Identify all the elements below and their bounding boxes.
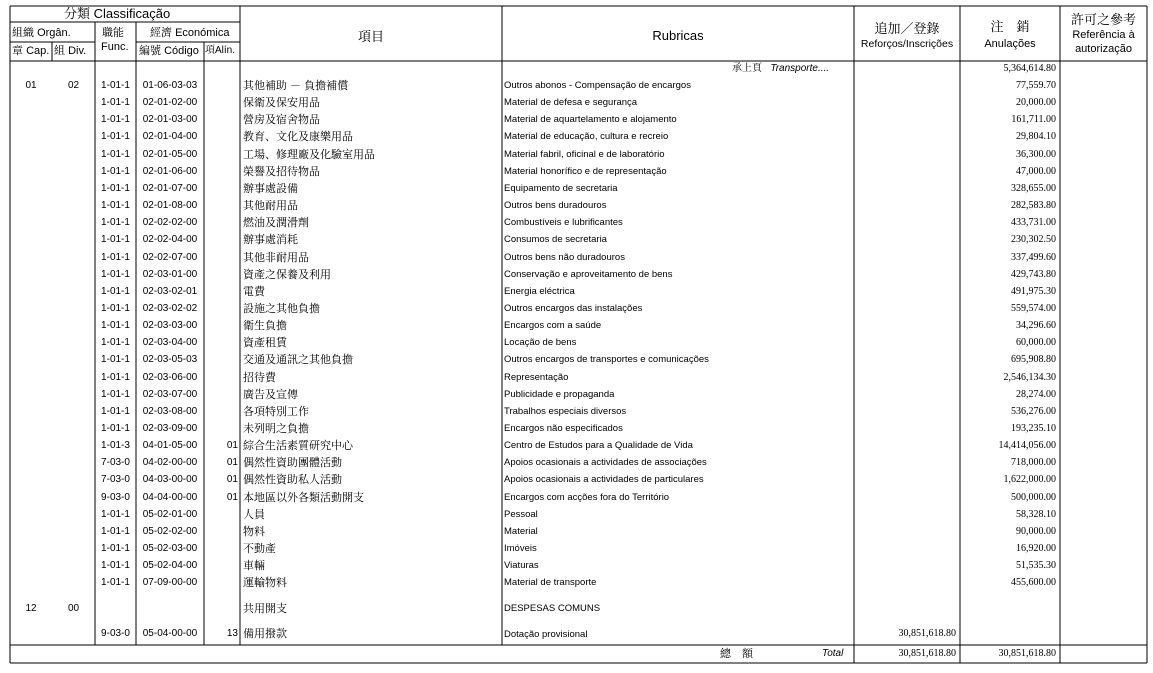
row-rubrica: Encargos com a saúde <box>504 320 602 332</box>
row-rubrica: Material fabril, oficinal e de laboratório <box>504 148 665 160</box>
row-item-zh: 電費 <box>243 285 265 298</box>
row-rubrica: Consumos de secretaria <box>504 234 607 246</box>
row-item-zh: 各項特別工作 <box>243 405 309 418</box>
row-anulacoes: 2,546,134.30 <box>1003 371 1056 383</box>
row-anulacoes: 193,235.10 <box>1011 423 1056 434</box>
row-func: 1-01-1 <box>101 234 130 246</box>
row-func: 1-01-1 <box>101 577 130 589</box>
total-label-zh: 總 額 <box>720 648 753 660</box>
row-item-zh: 物料 <box>243 525 265 538</box>
row-item-zh: 營房及宿舍物品 <box>243 114 320 127</box>
row-codigo: 02-03-02-01 <box>142 285 198 297</box>
row-anulacoes: 433,731.00 <box>1011 217 1056 229</box>
items-header: 項目 <box>357 29 384 44</box>
row-anulacoes: 77,559.70 <box>1016 80 1056 91</box>
row-func: 1-01-1 <box>101 320 130 332</box>
row-item-zh: 本地區以外各類活動開支 <box>243 491 364 504</box>
row-anulacoes: 455,600.00 <box>1011 577 1056 589</box>
row-func: 1-01-1 <box>101 423 130 434</box>
row-anulacoes: 1,622,000.00 <box>1003 474 1056 486</box>
row-rubrica: Material <box>504 525 538 537</box>
row-func: 1-01-1 <box>101 543 130 554</box>
row-item-zh: 人員 <box>243 508 265 521</box>
row-func: 1-01-1 <box>101 302 130 314</box>
row-rubrica: Material de educação, cultura e recreio <box>504 131 669 143</box>
anulacoes-header-zh: 注 銷 <box>990 19 1030 34</box>
row-item-zh: 其他非耐用品 <box>243 251 309 264</box>
row-codigo: 02-03-09-00 <box>142 423 198 434</box>
row-item-zh: 教育、文化及康樂用品 <box>243 131 353 144</box>
row-codigo: 01-06-03-03 <box>142 80 198 91</box>
organ-header: 組織 Orgân. <box>12 27 71 39</box>
provision-codigo: 05-04-00-00 <box>142 628 198 639</box>
row-func: 1-01-1 <box>101 508 130 520</box>
common-div: 00 <box>67 603 80 614</box>
row-codigo: 02-01-05-00 <box>142 148 198 160</box>
row-anulacoes: 58,328.10 <box>1016 508 1056 520</box>
row-func: 7-03-0 <box>101 457 130 469</box>
row-func: 1-01-1 <box>101 80 130 91</box>
row-codigo: 02-03-02-02 <box>142 302 198 314</box>
row-alin: 01 <box>226 457 238 469</box>
row-item-zh: 廣告及宣傳 <box>243 388 298 401</box>
row-rubrica: Conservação e aproveitamento de bens <box>504 268 673 280</box>
row-codigo: 02-01-04-00 <box>142 131 198 143</box>
row-rubrica: Apoios ocasionais a actividades de associações <box>504 457 707 469</box>
row-item-zh: 辦事處設備 <box>243 182 298 195</box>
row-func: 1-01-1 <box>101 200 130 211</box>
row-codigo: 02-01-06-00 <box>142 165 198 177</box>
row-anulacoes: 282,583.80 <box>1011 200 1056 211</box>
row-codigo: 02-02-07-00 <box>142 251 198 263</box>
row-rubrica: Material de aquartelamento e alojamento <box>504 114 677 126</box>
row-item-zh: 未列明之負擔 <box>243 423 309 435</box>
provision-item-zh: 備用撥款 <box>243 628 287 640</box>
row-func: 1-01-1 <box>101 251 130 263</box>
row-item-zh: 燃油及潤滑劑 <box>243 217 309 230</box>
row-rubrica: Trabalhos especiais diversos <box>504 405 627 417</box>
row-anulacoes: 328,655.00 <box>1011 182 1056 194</box>
row-codigo: 02-01-08-00 <box>142 200 198 211</box>
reforcos-header-zh: 追加／登錄 <box>874 21 940 36</box>
row-codigo: 02-03-06-00 <box>142 371 198 383</box>
row-func: 1-01-3 <box>101 440 130 452</box>
row-rubrica: Outros encargos de transportes e comunicações <box>504 354 709 366</box>
row-codigo: 02-02-04-00 <box>142 234 198 246</box>
row-anulacoes: 36,300.00 <box>1016 148 1056 160</box>
row-div: 02 <box>67 80 80 91</box>
row-rubrica: Representação <box>504 371 569 383</box>
row-item-zh: 其他補助 － 負擔補償 <box>243 80 349 92</box>
row-anulacoes: 47,000.00 <box>1016 165 1056 177</box>
row-item-zh: 資產租賃 <box>243 337 287 350</box>
row-func: 1-01-1 <box>101 217 130 229</box>
row-func: 1-01-1 <box>101 97 130 109</box>
row-codigo: 05-02-03-00 <box>142 543 198 554</box>
row-item-zh: 交通及通訊之其他負擔 <box>243 354 353 367</box>
row-codigo: 02-01-03-00 <box>142 114 198 126</box>
row-codigo: 07-09-00-00 <box>142 577 198 589</box>
row-codigo: 04-02-00-00 <box>142 457 198 469</box>
total-anulacoes: 30,851,618.80 <box>998 648 1056 659</box>
row-rubrica: Equipamento de secretaria <box>504 182 618 194</box>
row-func: 1-01-1 <box>101 388 130 400</box>
row-anulacoes: 90,000.00 <box>1016 525 1056 537</box>
row-codigo: 05-02-02-00 <box>142 525 198 537</box>
row-codigo: 02-01-02-00 <box>142 97 198 109</box>
row-rubrica: Centro de Estudos para a Qualidade de Vida <box>504 440 693 452</box>
row-rubrica: Publicidade e propaganda <box>504 388 615 400</box>
row-rubrica: Energia eléctrica <box>504 285 575 297</box>
row-item-zh: 設施之其他負擔 <box>243 302 320 315</box>
row-codigo: 02-01-07-00 <box>142 182 198 194</box>
provision-reforcos: 30,851,618.80 <box>898 628 956 639</box>
row-item-zh: 保衛及保安用品 <box>243 97 320 110</box>
row-alin: 01 <box>226 440 238 452</box>
common-cap: 12 <box>25 603 37 614</box>
row-rubrica: Material de defesa e segurança <box>504 97 638 109</box>
row-func: 1-01-1 <box>101 131 130 143</box>
common-rubrica: DESPESAS COMUNS <box>504 603 601 614</box>
row-codigo: 04-04-00-00 <box>142 491 198 503</box>
row-item-zh: 綜合生活素質研究中心 <box>243 440 353 453</box>
row-anulacoes: 20,000.00 <box>1016 97 1056 109</box>
row-anulacoes: 429,743.80 <box>1011 268 1056 280</box>
row-anulacoes: 34,296.60 <box>1016 320 1056 332</box>
row-rubrica: Combustíveis e lubrificantes <box>504 217 623 229</box>
row-func: 1-01-1 <box>101 165 130 177</box>
provision-rubrica: Dotação provisional <box>504 629 588 640</box>
row-func: 1-01-1 <box>101 405 130 417</box>
codigo-header: 編號 Código <box>139 45 199 57</box>
row-func: 1-01-1 <box>101 560 130 572</box>
row-func: 1-01-1 <box>101 268 130 280</box>
row-item-zh: 辦事處消耗 <box>243 234 298 247</box>
row-alin: 01 <box>226 491 238 503</box>
transport-label: 承上頁 Transporte.... <box>732 63 830 74</box>
row-func: 7-03-0 <box>101 474 130 486</box>
row-codigo: 02-03-04-00 <box>142 337 198 349</box>
row-func: 1-01-1 <box>101 354 130 366</box>
transport-anulacoes: 5,364,614.80 <box>1003 63 1056 74</box>
row-anulacoes: 536,276.00 <box>1011 405 1056 417</box>
row-anulacoes: 51,535.30 <box>1016 560 1056 572</box>
row-codigo: 05-02-04-00 <box>142 560 198 572</box>
row-rubrica: Outros bens não duradouros <box>504 251 625 263</box>
row-rubrica: Outros bens duradouros <box>504 200 607 211</box>
row-rubrica: Encargos com acções fora do Território <box>504 491 670 503</box>
row-func: 9-03-0 <box>101 491 130 503</box>
row-anulacoes: 14,414,056.00 <box>998 440 1056 452</box>
row-anulacoes: 491,975.30 <box>1011 285 1056 297</box>
row-func: 1-01-1 <box>101 148 130 160</box>
func-header-zh: 職能 <box>102 27 124 39</box>
row-item-zh: 招待費 <box>243 371 276 384</box>
row-item-zh: 不動產 <box>243 543 276 555</box>
row-item-zh: 車輛 <box>243 560 265 573</box>
row-codigo: 02-02-02-00 <box>142 217 198 229</box>
row-rubrica: Material de transporte <box>504 577 597 589</box>
row-rubrica: Pessoal <box>504 508 538 520</box>
row-func: 1-01-1 <box>101 337 130 349</box>
row-codigo: 04-01-05-00 <box>142 440 198 452</box>
rubricas-header: Rubricas <box>652 28 704 43</box>
div-header: 組 Div. <box>54 45 87 57</box>
row-item-zh: 運輸物料 <box>243 577 287 590</box>
provision-func: 9-03-0 <box>101 628 130 639</box>
row-anulacoes: 695,908.80 <box>1011 354 1056 366</box>
row-item-zh: 偶然性資助團體活動 <box>243 457 342 470</box>
row-anulacoes: 559,574.00 <box>1011 302 1056 314</box>
row-func: 1-01-1 <box>101 114 130 126</box>
alin-header: 項Alín. <box>205 45 236 56</box>
row-anulacoes: 161,711.00 <box>1011 114 1056 126</box>
row-item-zh: 資產之保養及利用 <box>243 268 331 281</box>
row-codigo: 02-03-07-00 <box>142 388 198 400</box>
row-rubrica: Encargos não especificados <box>504 423 623 434</box>
row-codigo: 05-02-01-00 <box>142 508 198 520</box>
row-item-zh: 工場、修理廠及化驗室用品 <box>243 148 375 161</box>
total-reforcos: 30,851,618.80 <box>898 648 956 659</box>
func-header-pt: Func. <box>101 41 129 53</box>
row-cap: 01 <box>25 80 37 91</box>
reforcos-header-pt: Reforços/Inscrições <box>860 38 954 50</box>
row-func: 1-01-1 <box>101 525 130 537</box>
row-anulacoes: 60,000.00 <box>1016 337 1056 349</box>
row-anulacoes: 28,274.00 <box>1016 388 1056 400</box>
row-func: 1-01-1 <box>101 182 130 194</box>
row-rubrica: Outros abonos - Compensação de encargos <box>504 80 691 91</box>
row-anulacoes: 337,499.60 <box>1011 251 1056 263</box>
row-func: 1-01-1 <box>101 371 130 383</box>
row-codigo: 04-03-00-00 <box>142 474 198 486</box>
row-anulacoes: 500,000.00 <box>1011 491 1056 503</box>
row-anulacoes: 16,920.00 <box>1016 543 1056 554</box>
row-rubrica: Apoios ocasionais a actividades de particulares <box>504 474 704 486</box>
row-rubrica: Viaturas <box>504 560 539 572</box>
total-label-pt: Total <box>822 648 844 659</box>
row-alin: 01 <box>226 474 238 486</box>
ref-header-zh: 許可之參考 <box>1070 12 1136 27</box>
econ-header: 經濟 Económica <box>150 27 230 39</box>
row-anulacoes: 718,000.00 <box>1011 457 1056 469</box>
row-codigo: 02-03-05-03 <box>142 354 198 366</box>
common-item-zh: 共用開支 <box>243 603 287 615</box>
row-item-zh: 偶然性資助私人活動 <box>243 474 342 487</box>
ref-header-pt2: autorização <box>1075 43 1132 55</box>
ref-header-pt1: Referência à <box>1072 29 1135 41</box>
row-codigo: 02-03-08-00 <box>142 405 198 417</box>
anulacoes-header-pt: Anulações <box>984 38 1036 50</box>
row-rubrica: Imóveis <box>504 543 537 554</box>
row-rubrica: Outros encargos das instalações <box>504 302 643 314</box>
row-anulacoes: 230,302.50 <box>1011 234 1056 246</box>
row-codigo: 02-03-03-00 <box>142 320 198 332</box>
row-anulacoes: 29,804.10 <box>1016 131 1056 143</box>
provision-alin: 13 <box>226 628 238 639</box>
classification-header: 分類 Classificação <box>64 6 171 21</box>
row-item-zh: 其他耐用品 <box>243 200 298 212</box>
row-item-zh: 榮譽及招待物品 <box>243 165 320 178</box>
row-rubrica: Locação de bens <box>504 337 577 349</box>
row-rubrica: Material honorífico e de representação <box>504 165 667 177</box>
row-item-zh: 衛生負擔 <box>243 320 287 333</box>
row-codigo: 02-03-01-00 <box>142 268 198 280</box>
cap-header: 章 Cap. <box>12 45 50 57</box>
row-func: 1-01-1 <box>101 285 130 297</box>
